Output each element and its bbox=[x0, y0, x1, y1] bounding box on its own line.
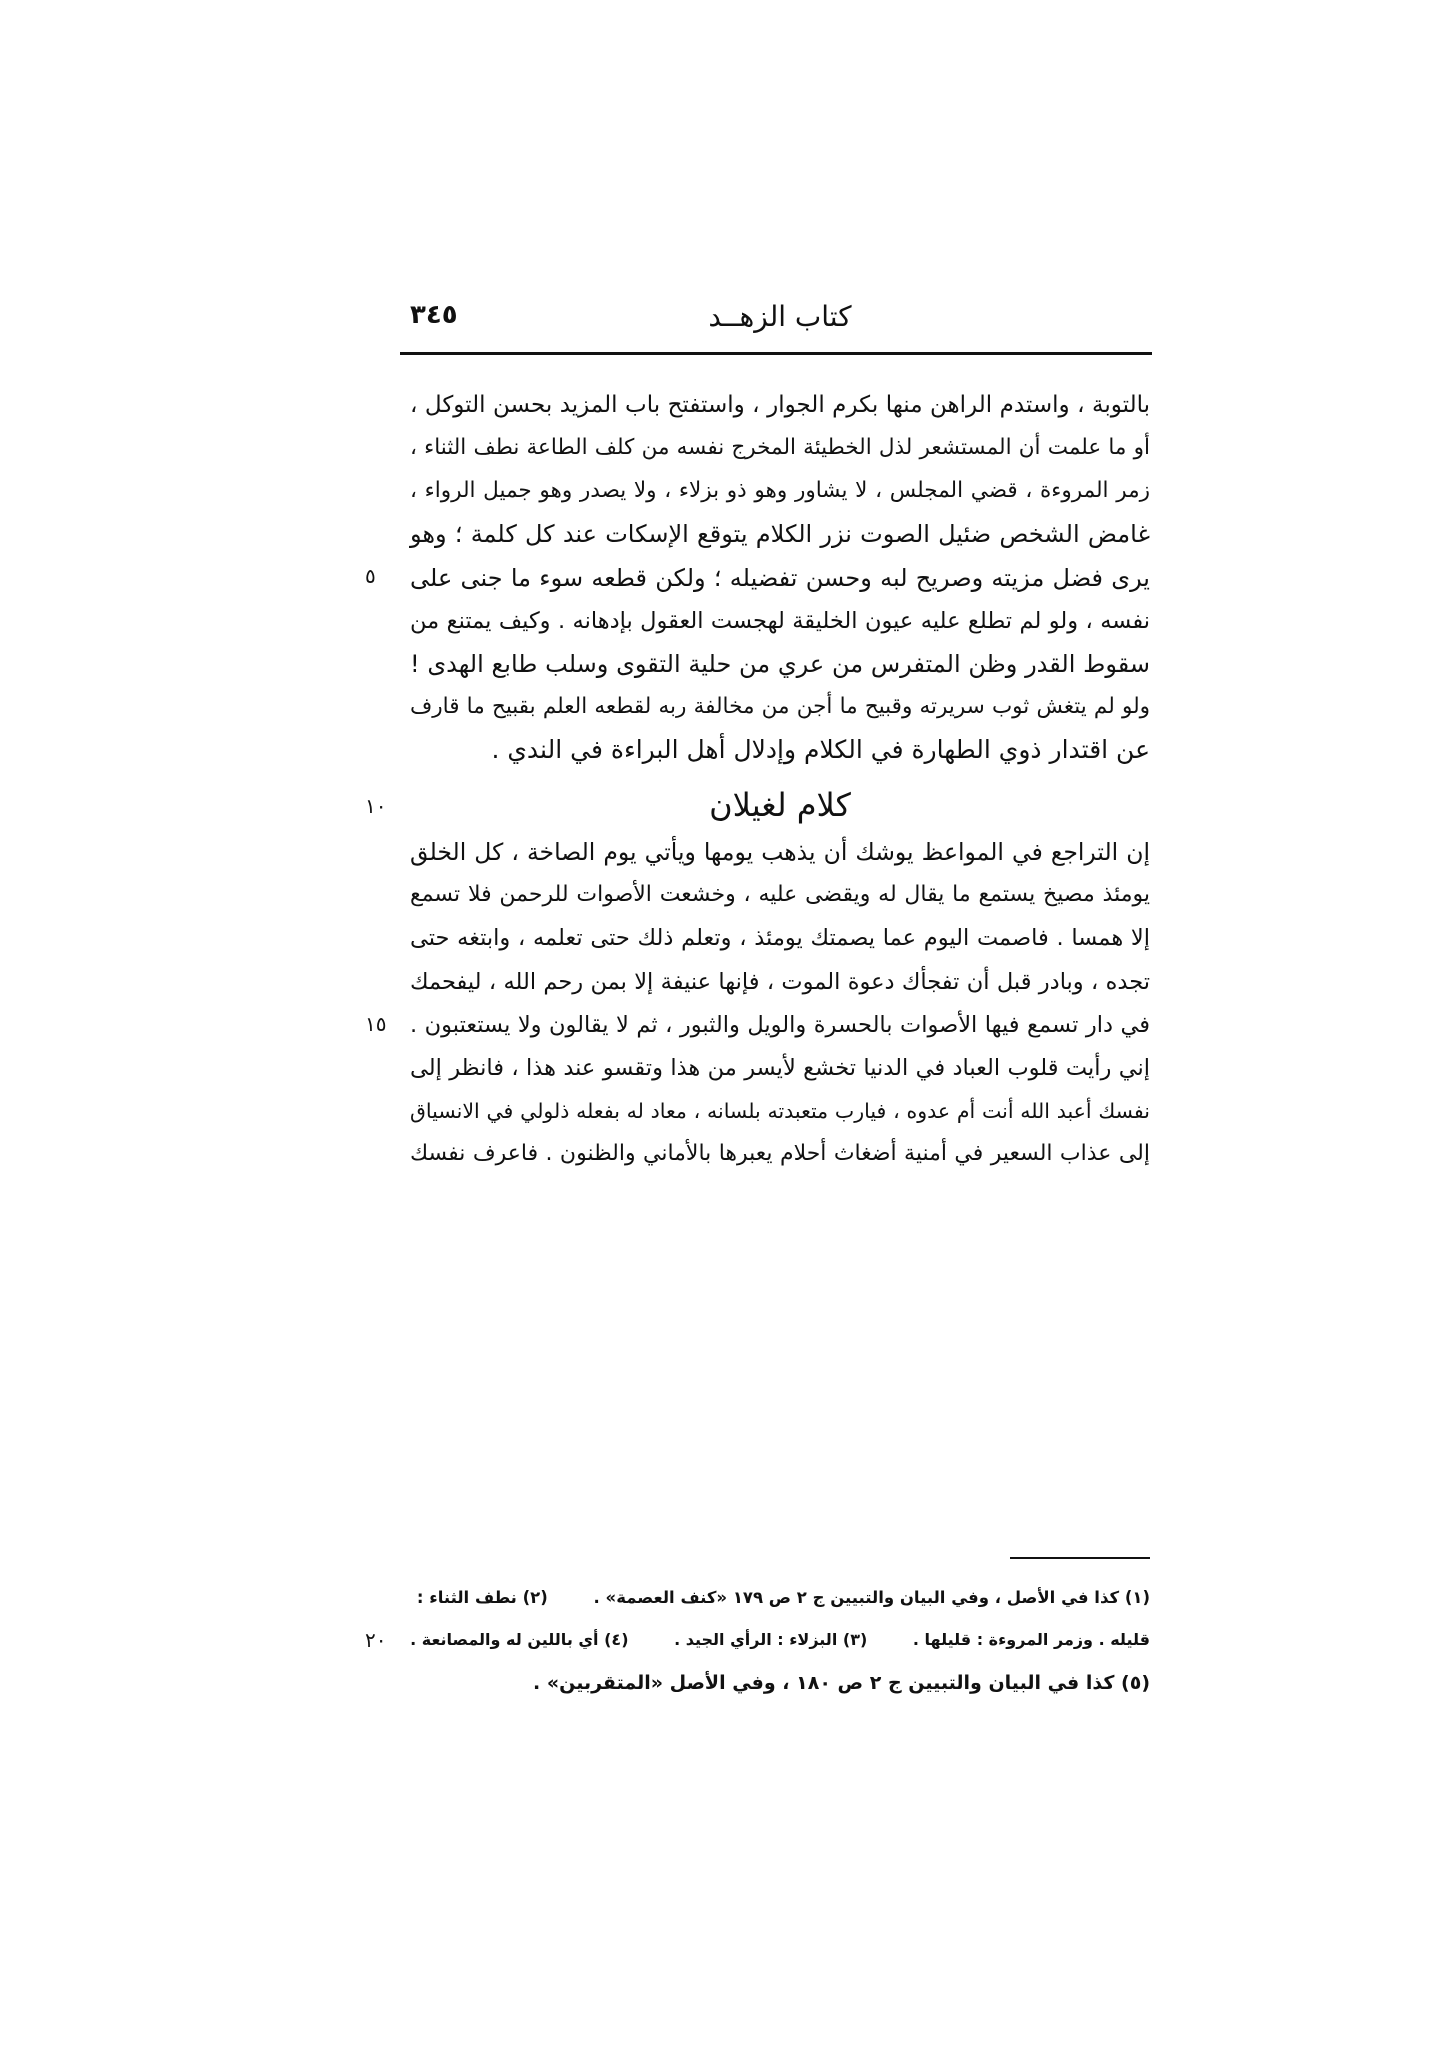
text-line: زمر المروءة ، قضي المجلس ، لا يشاور وهو ذو بزلاء ، ولا يصدر وهو جميل الرواء ، bbox=[410, 478, 1150, 503]
footnote-5: (٥) كذا في البيان والتبيين ج ٢ ص ١٨٠ ، وفي الأصل «المتقربين» . bbox=[533, 1672, 1150, 1694]
text-line: إني رأيت قلوب العباد في الدنيا تخشع لأيسر من هذا وتقسو عند هذا ، فانظر إلى bbox=[410, 1055, 1150, 1081]
footnote-rule bbox=[1010, 1557, 1150, 1559]
text-line: يومئذ مصيخ يستمع ما يقال له ويقضى عليه ، وخشعت الأصوات للرحمن فلا تسمع bbox=[410, 882, 1150, 907]
text-line: سقوط القدر وظن المتفرس من عري من حلية التقوى وسلب طابع الهدى ! bbox=[410, 650, 1150, 678]
footnote-line bbox=[410, 1625, 1150, 1655]
text-line: تجده ، وبادر قبل أن تفجأك دعوة الموت ، فإنها عنيفة إلا بمن رحم الله ، ليفحمك bbox=[410, 969, 1150, 995]
text-line: أو ما علمت أن المستشعر لذل الخطيئة المخرج نفسه من كلف الطاعة نطف الثناء ، bbox=[410, 435, 1150, 460]
section-heading: كلام لغيلان bbox=[709, 786, 851, 824]
header-rule bbox=[400, 352, 1152, 355]
line-number: ٥ bbox=[365, 564, 376, 588]
text-line: ولو لم يتغش ثوب سريرته وقبيح ما أجن من مخالفة ربه لقطعه العلم بقبيح ما قارف bbox=[410, 694, 1150, 719]
text-line: إلى عذاب السعير في أمنية أضغاث أحلام يعبرها بالأماني والظنون . فاعرف نفسك bbox=[410, 1141, 1150, 1166]
page-header bbox=[410, 300, 1150, 340]
text-line: إلا همسا . فاصمت اليوم عما يصمتك يومئذ ، وتعلم ذلك حتى تعلمه ، وابتغه حتى bbox=[410, 925, 1150, 951]
text-line: يرى فضل مزيته وصريح لبه وحسن تفضيله ؛ ولكن قطعه سوء ما جنى على bbox=[410, 564, 1150, 592]
line-number: ٢٠ bbox=[365, 1628, 387, 1652]
running-title: كتاب الزهــد bbox=[708, 300, 852, 333]
footnote-1: (١) كذا في الأصل ، وفي البيان والتبيين ج ٢ ص ١٧٩ «كنف العصمة» . bbox=[593, 1588, 1150, 1607]
text-line: نفسك أعبد الله أنت أم عدوه ، فيارب متعبدته بلسانه ، معاد له بفعله ذلولي في الانسياق bbox=[410, 1099, 1150, 1123]
line-number: ١٠ bbox=[365, 794, 387, 818]
text-line: نفسه ، ولو لم تطلع عليه عيون الخليقة لهجست العقول بإدهانه . وكيف يمتنع من bbox=[410, 608, 1150, 634]
text-line: غامض الشخص ضئيل الصوت نزر الكلام يتوقع الإسكات عند كل كلمة ؛ وهو bbox=[410, 520, 1150, 548]
footnote-2: (٢) نطف الثناء : bbox=[416, 1588, 548, 1607]
footnote-2-cont: قليله . وزمر المروءة : قليلها . bbox=[912, 1630, 1150, 1649]
text-line: بالتوبة ، واستدم الراهن منها بكرم الجوار ، واستفتح باب المزيد بحسن التوكل ، bbox=[410, 392, 1150, 418]
footnote-line bbox=[410, 1668, 1150, 1698]
line-number: ١٥ bbox=[365, 1012, 387, 1036]
footnote-line bbox=[410, 1583, 1150, 1613]
text-line: عن اقتدار ذوي الطهارة في الكلام وإدلال أهل البراءة في الندي . bbox=[491, 735, 1150, 764]
text-line: إن التراجع في المواعظ يوشك أن يذهب يومها ويأتي يوم الصاخة ، كل الخلق bbox=[410, 838, 1150, 866]
footnote-3: (٣) البزلاء : الرأي الجيد . bbox=[674, 1630, 868, 1649]
footnote-4: (٤) أي باللين له والمصانعة . bbox=[410, 1630, 629, 1649]
page-number: ٣٤٥ bbox=[410, 300, 458, 330]
text-line: في دار تسمع فيها الأصوات بالحسرة والويل والثبور ، ثم لا يقالون ولا يستعتبون . bbox=[410, 1012, 1150, 1038]
